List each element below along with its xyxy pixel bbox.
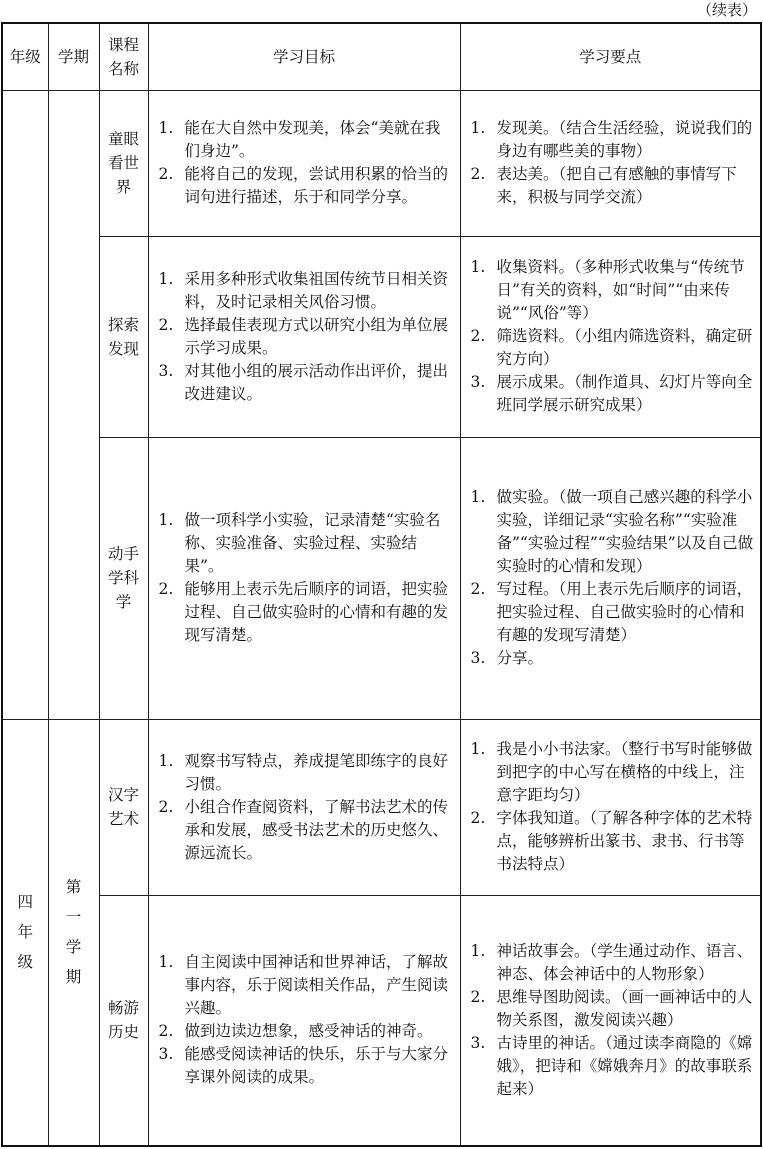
semester-cell: 第一学期	[48, 719, 99, 1146]
list-item: 2. 表达美。（把自己有感触的事情写下来，积极与同学交流）	[470, 165, 737, 206]
goals-cell	[148, 236, 460, 437]
header-semester: 学期	[48, 23, 99, 90]
header-course-name: 课程名称	[99, 23, 148, 90]
list-item: 2. 字体我知道。（了解各种字体的艺术特点，能够辨析出篆书、隶书、行书等书法特点）	[470, 809, 753, 873]
list-item: 1. 自主阅读中国神话和世界神话，了解故事内容，乐于阅读相关作品，产生阅读兴趣。	[158, 953, 449, 1018]
goals-cell	[148, 719, 460, 895]
course-name-cell: 动手学科学	[99, 437, 148, 719]
list-item: 1. 做一项科学小实验，记录清楚“实验名称、实验准备、实验过程、实验结果”。	[158, 511, 441, 575]
list-item: 1. 能在大自然中发现美，体会“美就在我们身边”。	[158, 119, 441, 160]
grade-cell	[2, 90, 48, 719]
points-cell	[460, 90, 761, 236]
points-cell	[460, 719, 761, 895]
course-name-cell: 探索发现	[99, 236, 148, 437]
list-item: 2. 选择最佳表现方式以研究小组为单位展示学习成果。	[158, 315, 449, 357]
list-item: 2. 能将自己的发现，尝试用积累的恰当的词句进行描述，乐于和同学分享。	[158, 165, 449, 206]
list-item: 3. 古诗里的神话。（通过读李商隐的《嫦娥》，把诗和《嫦娥奔月》的故事联系起来）	[470, 1033, 753, 1098]
header-goals: 学习目标	[148, 23, 460, 90]
table-row	[2, 437, 761, 719]
list-item: 2. 思维导图助阅读。（画一画神话中的人物关系图，激发阅读兴趣）	[470, 987, 753, 1029]
list-item: 1. 收集资料。（多种形式收集与“传统节日”有关的资料，如“时间”“由来传说”“风俗”等）	[470, 258, 745, 322]
continued-label: （续表）	[696, 1, 757, 19]
points-cell	[460, 437, 761, 719]
course-name-cell: 童眼看世界	[99, 90, 148, 236]
list-item: 1. 观察书写特点，养成提笔即练字的良好习惯。	[158, 751, 449, 793]
list-item: 1. 做实验。（做一项自己感兴趣的科学小实验，详细记录“实验名称”“实验准备”“实验过程”“实验结果”以及自己做实验时的心情和发现）	[470, 488, 754, 575]
list-item: 2. 小组合作查阅资料，了解书法艺术的传承和发展，感受书法艺术的历史悠久、源远流长。	[158, 797, 449, 862]
course-name-cell: 汉字艺术	[99, 719, 148, 895]
list-item: 1. 发现美。（结合生活经验，说说我们的身边有哪些美的事物）	[470, 119, 753, 160]
points-cell	[460, 236, 761, 437]
course-name-cell: 畅游历史	[99, 895, 148, 1146]
list-item: 1. 采用多种形式收集祖国传统节日相关资料，及时记录相关风俗习惯。	[158, 269, 449, 311]
points-cell	[460, 895, 761, 1146]
list-item: 3. 能感受阅读神话的快乐，乐于与大家分享课外阅读的成果。	[158, 1045, 449, 1087]
list-item: 2. 筛选资料。（小组内筛选资料，确定研究方向）	[470, 327, 753, 368]
goals-cell	[148, 90, 460, 236]
table-row	[2, 719, 761, 895]
table-row	[2, 895, 761, 1146]
list-item: 1. 神话故事会。（学生通过动作、语言、神态、体会神话中的人物形象）	[470, 941, 753, 983]
table-row	[2, 236, 761, 437]
list-item: 3. 展示成果。（制作道具、幻灯片等向全班同学展示研究成果）	[470, 373, 753, 414]
list-item: 3. 对其他小组的展示活动作出评价，提出改进建议。	[158, 361, 449, 403]
header-points: 学习要点	[460, 23, 761, 90]
semester-cell	[48, 90, 99, 719]
header-grade: 年级	[2, 23, 48, 90]
grade-cell: 四年级	[2, 719, 48, 1146]
header-row	[2, 23, 761, 90]
goals-cell	[148, 437, 460, 719]
list-item: 3. 分享。	[470, 649, 544, 667]
curriculum-table	[1, 22, 762, 1147]
list-item: 1. 我是小小书法家。（整行书写时能够做到把字的中心写在横格的中线上，注意字距均匀）	[470, 740, 753, 804]
goals-cell	[148, 895, 460, 1146]
table-row	[2, 90, 761, 236]
list-item: 2. 能够用上表示先后顺序的词语，把实验过程、自己做实验时的心情和有趣的发现写清楚。	[158, 580, 449, 644]
list-item: 2. 写过程。（用上表示先后顺序的词语，把实验过程、自己做实验时的心情和有趣的发现写清楚）	[470, 580, 753, 644]
list-item: 2. 做到边读边想象，感受神话的神奇。	[158, 1022, 433, 1041]
